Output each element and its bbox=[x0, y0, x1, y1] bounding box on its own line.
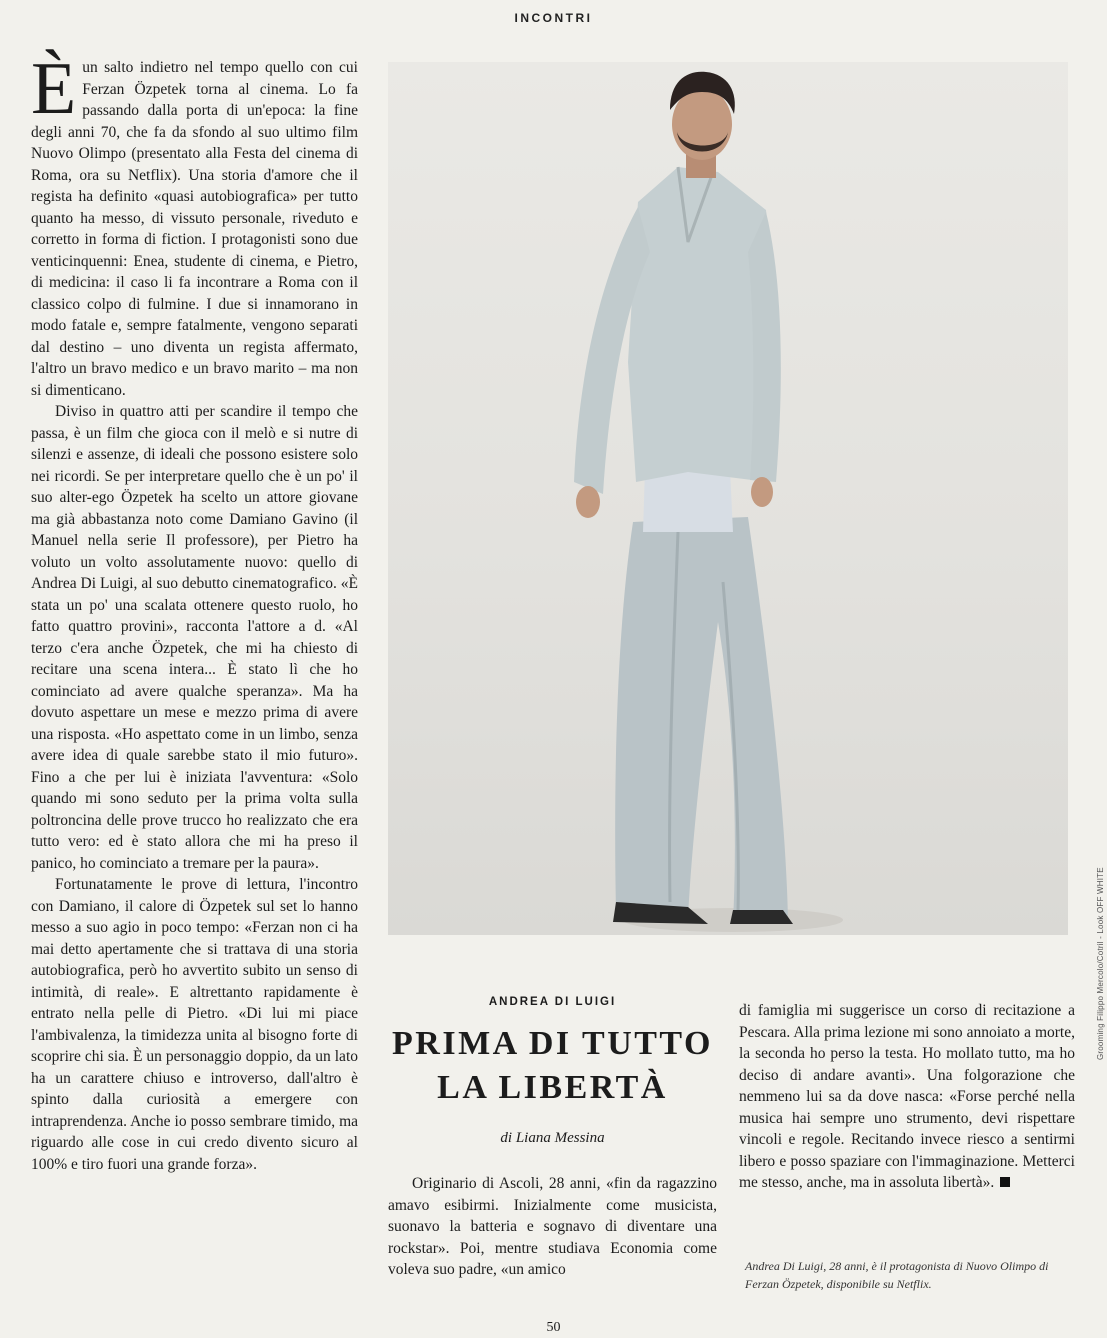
end-mark-icon bbox=[1000, 1177, 1010, 1187]
paragraph-1 bbox=[31, 48, 358, 401]
article-column-middle bbox=[388, 1173, 717, 1281]
paragraph-1-text: un salto indietro nel tempo quello con cui Ferzan Özpetek torna al cinema. Lo fa passando dalla porta di un'epoca: la fine degli anni 70, che fa da sfondo al suo ultimo film Nuovo Olimpo (presentato alla Festa del cinema di Roma, ora su Netflix). Una storia d'amore che il regista ha definito «quasi autobiografica» per tutto quanto ha messo, di vissuto personale, riveduto e corretto in forma di fiction. I protagonisti sono due venticinquenni: Enea, studente di cinema, e Pietro, di medicina: il caso li fa incontrare a Roma con il classico colpo di fulmine. I due si innamorano in modo fatale e, sempre fatalmente, vengono separati dal destino – uno diventa un regista affermato, l'altro un bravo medico e un bravo marito – ma non si dimenticano. bbox=[31, 59, 358, 399]
paragraph-3: Fortunatamente le prove di lettura, l'incontro con Damiano, il calore di Özpetek sul set lo hanno messo a suo agio in poco tempo: «Ferzan non ci ha mai detto apertamente che si trattava di una storia autobiografica, però ho avvertito subito un senso di intimità, di reale». E altrettanto rapidamente è entrato nella pelle di Pietro. «Di lui mi piace l'ambivalenza, la timidezza unita al bisogno forte di scoprire chi sia. È un personaggio doppio, da un lato ha un carattere chiuso e introverso, dall'altro è spinto dalla curiosità a emergere con intraprendenza. Anche io posso sembrare timido, ma riguardo alle cose in cui credo divento sicuro al 100% e tiro fuori una grande forza». bbox=[31, 876, 358, 1173]
paragraph-5-text: di famiglia mi suggerisce un corso di recitazione a Pescara. Alla prima lezione mi sono annoiato a morte, la seconda ho perso la testa. Ho mollato tutto, ma ho deciso di andare avanti». Una folgorazione che nemmeno lui sa da dove nasca: «Forse perché nella musica hai sempre uno strumento, devi rispettare vincoli e regole. Recitando invece riesco a sentirmi libero e posso spaziare con l'immaginazione. Metterci me stesso, anche, ma in assoluta libertà». bbox=[739, 1002, 1075, 1191]
photo-caption: Andrea Di Luigi, 28 anni, è il protagonista di Nuovo Olimpo di Ferzan Özpetek, disponibile su Netflix. bbox=[745, 1259, 1049, 1291]
headline-line-1: PRIMA DI TUTTO bbox=[392, 1025, 713, 1062]
article-column-left bbox=[31, 48, 358, 1175]
paragraph-5 bbox=[739, 1000, 1075, 1194]
section-header: INCONTRI bbox=[514, 11, 593, 25]
article-column-right bbox=[739, 1000, 1075, 1194]
portrait-photo bbox=[388, 62, 1068, 935]
article-headline bbox=[388, 1022, 717, 1110]
article-byline: di Liana Messina bbox=[500, 1130, 605, 1146]
page-number: 50 bbox=[546, 1320, 561, 1335]
photo-credit: Grooming Filippo Mercolo/Cotril - Look OFF WHITE bbox=[1096, 867, 1105, 1060]
actor-figure-illustration bbox=[388, 62, 1068, 935]
article-kicker: ANDREA DI LUIGI bbox=[488, 996, 617, 1008]
paragraph-2: Diviso in quattro atti per scandire il tempo che passa, è un film che gioca con il melò e si nutre di silenzi e assenze, di ideali che possono esistere solo nei ricordi. Se per interpretare quello che è un po' il suo alter-ego Özpetek ha scelto un attore giovane ma già abbastanza noto come Damiano Gavino (il Manuel nella serie Il professore), per Pietro ha voluto un volto assolutamente nuovo: quello di Andrea Di Luigi, al suo debutto cinematografico. «È stata un po' una scalata ottenere questo ruolo, ho fatto quattro provini», racconta l'attore a d. «Al terzo c'era anche Özpetek, che mi ha chiesto di recitare una scena intera... È stato lì che ho cominciato ad avere qualche speranza». Ma ha dovuto aspettare un mese e mezzo prima di avere una risposta. «Ho aspettato come in un limbo, senza avere idea di quale sarebbe stato il mio futuro». Fino a che per lui è iniziata l'avventura: «Solo quando mi sono seduto per la prima volta sulla poltroncina delle prove trucco ho realizzato che era tutto vero: ed è stato allora che mi ha preso il panico, ho cominciato a tremare per la paura». bbox=[31, 403, 358, 872]
paragraph-4: Originario di Ascoli, 28 anni, «fin da ragazzino amavo esibirmi. Inizialmente come musicista, suonavo la batteria e sognavo di diventare una rockstar». Poi, mentre studiava Economia come voleva suo padre, «un amico bbox=[388, 1175, 717, 1278]
drop-cap: È bbox=[31, 48, 77, 130]
headline-line-2: LA LIBERTÀ bbox=[437, 1069, 668, 1106]
